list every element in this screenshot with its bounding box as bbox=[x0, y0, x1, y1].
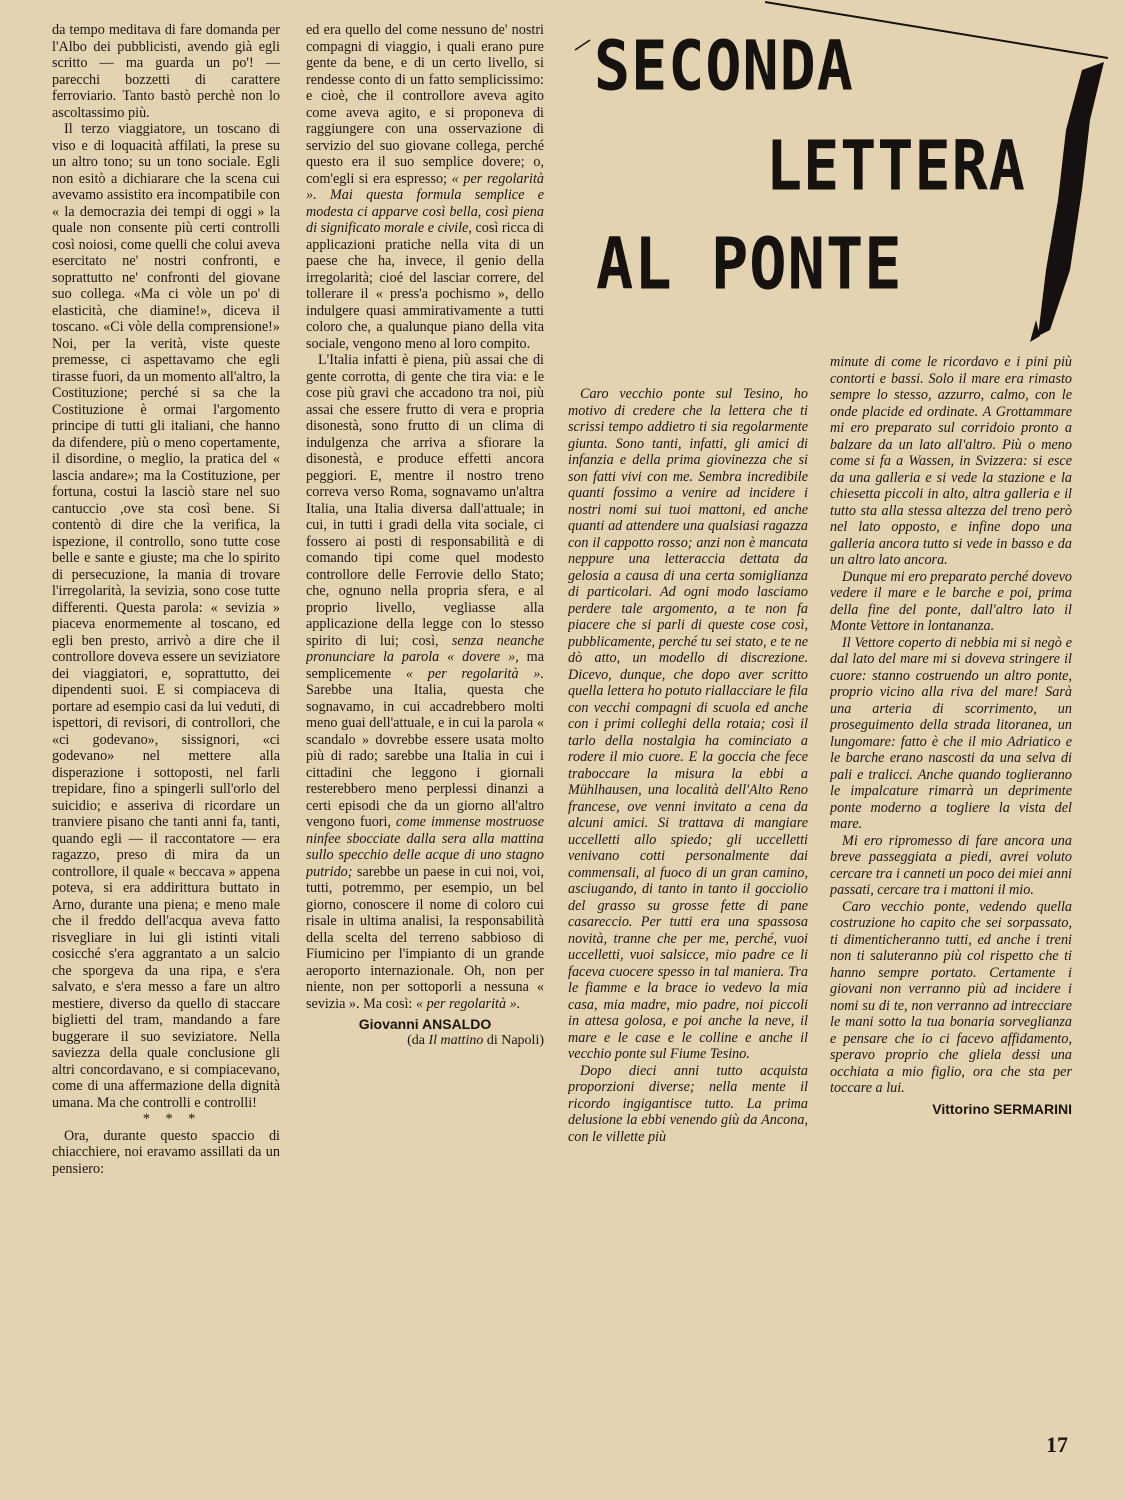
text-run-italic: senza neanche pronunciare la parola « dovere », bbox=[306, 632, 544, 665]
article1-column1 bbox=[52, 22, 280, 1417]
paragraph: Caro vecchio ponte sul Tesino, ho motivo di credere che la lettera che ti scrissi tempo addietro ti sia regolarmente giunta. Sono tanti, infatti, gli amici di infanzia e della prima giovinezza che si son fatti vivi con me. Sembra incredibile quanti fossimo a venire ad incidere i nostri nomi sui tuoi mattoni, ed anche quanti ad attendere una qualsiasi ragazza con il cappotto rosso; anzi non è mancata neppure una letteraccia dettata da gelosia a causa di una certa somiglianza di particolari. Ad ogni modo lasciamo perdere tale argomento, a te non fa piacere che si parli di queste cose così, pubblicamente, perché tu sei stato, e te ne dò atto, un modello di discrezione. Dicevo, dunque, che dopo aver scritto quella lettera ho potuto riallacciare le fila con vecchi compagni di scuola ed anche con i primi colleghi della rotaia; così il tarlo della nostalgia ha cominciato a rodere il mio cuore. E la goccia che fece traboccare la misura la ebbi a Mühlhausen, una località dell'Alto Reno francese, ove venni invitato a cena da alcuni amici. Si trattava di mangiare uccelletti allo spiedo; gli uccelletti venivano cotti personalmente dai commensali, al fuoco di un gran camino, asciugando, di tanto in tanto il gocciolio del grasso su grosse fette di pane casareccio. Per tutti era una spassosa novità, tranne che per me, perché, vuoi uccelletti, vuoi salsicce, mio padre ce li faceva cuocere spesso in tal maniera. Tra le fiamme e la brace io vedevo la mia casa, mia madre, mio padre, noi piccoli in attesa golosa, e poi anche la neve, il mare e le case e le colline e anche il vecchio ponte sul Fiume Tesino. bbox=[568, 386, 808, 1062]
text-run: così ricca di applicazioni pratiche nella vita di un paese che ha, invece, il genio della irregolarità; cioé del lasciar correre, del tollerare il « press'a pochismo », dello indulgere quasi ammirativamente a tutti coloro che, a qualunque piano della vita sociale, vengono meno al loro compito. bbox=[306, 220, 544, 352]
text-run-italic: Mai questa formula semplice e modesta ci apparve così bella, così piena di significato morale e civile, bbox=[306, 187, 544, 236]
article-source bbox=[306, 1033, 544, 1050]
title-line-al-ponte: AL PONTE bbox=[596, 222, 903, 306]
author-signature: Vittorino SERMARINI bbox=[932, 1100, 1072, 1117]
article2-column1 bbox=[568, 386, 808, 1398]
page-number: 17 bbox=[1046, 1432, 1068, 1457]
article1-column2 bbox=[306, 22, 544, 1417]
text-run-italic: « per regolarità ». bbox=[415, 995, 521, 1012]
paragraph: minute di come le ricordavo e i pini più contorti e bassi. Solo il mare era rimasto sempre lo stesso, azzurro, calmo, con le onde placide ed ordinate. A Grottammare mi ero preparato sul corridoio pronto a balzare da un lato all'altro. Più o meno come si fa a Wassen, in Svizzera: si esce da una galleria e si vede la stazione e la chiesetta piccoli in alto, altra galleria e il tutto sta alla stessa altezza del treno però nel lato opposto, e infine dopo una galleria ancora tutto si vede in basso e da un altro lato ancora. bbox=[830, 354, 1072, 568]
paragraph: Ora, durante questo spaccio di chiacchiere, noi eravamo assillati da un pensiero: bbox=[52, 1127, 280, 1177]
paragraph: Il Vettore coperto di nebbia mi si negò e dal lato del mare mi si doveva stringere il cuore: stanno costruendo un altro ponte, proprio vicino alla riva del mare! Sarà una arteria di scorrimento, un proseguimento della strada litoranea, un lungomare: fatto è che il mio Adriatico e le barche erano nascosti da una selva di pali e tralicci. Anche quando toglieranno le impalcature rimarrà un deprimente ponte moderno a togliere la vista del mare. bbox=[830, 634, 1072, 832]
article2-column2 bbox=[830, 354, 1072, 1406]
text-run-italic: « per regolarità ». bbox=[405, 665, 544, 682]
source-prefix: (da bbox=[407, 1032, 429, 1048]
title-line-lettera: LETTERA bbox=[766, 126, 1026, 207]
text-run: L'Italia infatti è piena, più assai che di gente corrotta, di gente che tira via: e le cose più gravi che accadono tra noi, più assai che essere frutto di vera e propria disonestà, sono frutto di un clima di indulgenza che arriva a sfiorare la disonestà, e produce effetti ancora peggiori. E, mentre il nostro treno correva verso Roma, sognavamo un'altra Italia, una Italia diversa dall'attuale; in cui, in tutti i gradi della vita sociale, ci fossero ai posti di responsabilità e di comando tipi come quel modesto controllore delle Ferrovie dello Stato; che, ognuno nella propria sfera, e al proprio livello, vegliasse alla applicazione della legge con lo stesso spirito di lui; così, bbox=[306, 352, 544, 649]
text-run: sarebbe un paese in cui noi, voi, tutti, potremmo, per esempio, un bel giorno, conoscere il nome di coloro cui risale in ultima analisi, la responsabilità della scelta del terreno sabbioso di Fiumicino per l'impianto di un grande aeroporto internazionale. Oh, non per niente, non per sottoporli a nessuna « sevizia ». Ma così: bbox=[306, 863, 544, 1012]
source-suffix: di Napoli) bbox=[483, 1032, 544, 1048]
paragraph: Mi ero ripromesso di fare ancora una breve passeggiata a piedi, avrei voluto cercare tra i canneti un poco dei miei anni passati, cercare tra i mattoni il mio. bbox=[830, 832, 1072, 898]
text-run: ma semplicemente bbox=[306, 649, 544, 682]
paragraph: Dopo dieci anni tutto acquista proporzioni diverse; nella mente il ricordo ingigantisce tutto. La prima delusione la ebbi venendo giù da Ancona, con le villette più bbox=[568, 1062, 808, 1145]
brush-stroke bbox=[1038, 62, 1104, 336]
section-separator: * * * bbox=[142, 1111, 202, 1127]
text-run: ed era quello del come nessuno de' nostri compagni di viaggio, i quali erano pure gente da bene, e di un certo livello, si rendesse conto di un fatto semplicissimo: e cioè, che il controllore aveva agito come aveva agito, e si proponeva di raggiungere con una osservazione di servizio del suo giovane collega, perché questo era il suo semplice dovere; o, com'egli si era espresso; bbox=[306, 22, 544, 187]
paragraph: Dunque mi ero preparato perché dovevo vedere il mare e le barche e poi, prima della fine del ponte, dall'altro lato il Monte Vettore in lontananza. bbox=[830, 568, 1072, 634]
source-paper: Il mattino bbox=[428, 1032, 484, 1048]
paragraph: da tempo meditava di fare domanda per l'Albo dei pubblicisti, avendo già egli scritto — ma guarda un po'! — parecchi bozzetti di carattere ferroviario. Tanto bastò perchè non lo ascoltassimo più. bbox=[52, 22, 280, 121]
author-signature: Giovanni ANSALDO bbox=[358, 1016, 492, 1032]
paragraph: Caro vecchio ponte, vedendo quella costruzione ho capito che sei sorpassato, ti dimenticheranno tutti, ed anche i treni non ti saluteranno più col rispetto che ti hanno sempre portato. Certamente i giovani non verranno più ad incidere i nomi su di te, non verranno ad intrecciare le mani sotto la tua bonaria sorveglianza e pensare che io ci facevo affidamento, speravo proprio che gliela dessi una occhiata a mio figlio, ora che sta per toccare a lui. bbox=[830, 898, 1072, 1096]
text-run: Sarebbe una Italia, questa che sognavamo, in cui accadrebbero molti meno guai dell'attuale, e in cui la parola « scandalo » dovrebbe essere usata molto più di rado; sarebbe una Italia in cui i cittadini che leggono i giornali resterebbero meno perplessi dinanzi a certi episodi che da un giorno all'altro vengono fuori, bbox=[306, 682, 544, 830]
text-run-italic: « per regolarità ». bbox=[306, 170, 544, 203]
paragraph: Il terzo viaggiatore, un toscano di viso e di loquacità affilati, la prese su un altro tono; su un tono sociale. Egli non esitò a dichiarare che la scena cui avevamo assistito era incompatibile con « la democrazia dei tempi di oggi » la quale non consente più certi controlli così noiosi, come quelli che colui aveva esercitato ne' nostri confronti, e soprattutto ne' confronti del giovane suo collega. «Ma ci vòle un po' di elasticità, che diamine!», diceva il toscano. «Ci vòle della comprensione!» Noi, per la verità, viste queste premesse, ci aspettavamo che egli tirasse fuori, da un momento all'altro, la Costituzione; perché si sa che la Costituzione è ormai l'argomento principe di tutti gli italiani, che hanno da difendere, più o meno copertamente, il disordine, o meglio, la pratica del « lascia andare»; ma la Costituzione, per fortuna, costui la lasciò stare nel suo cantuccio ,ove sta così bene. Si contentò di dire che la verifica, la ispezione, il controllo, sono tutte cose belle e sante e giuste; ma che lo spirito di persecuzione, la mania di trovare l'irregolarità, la sevizia, sono cose tutte differenti. Questa parola: « sevizia » piaceva enormemente al toscano, ed egli ben presto, arrivò a dire che il controllore doveva essere un seviziatore dei viaggiatori, e, soprattutto, dei dipendenti suoi. E si compiaceva di portare ad esempio casi da lui veduti, di ispettori, di revisori, di controllori, che «ci godevano», sissignori, «ci godevano» nel mettere alla disperazione i sottoposti, nel farli trepidare, fino a spingerli sull'orlo del suicidio; e asseriva di ricordare un tranviere pisano che tanti anni fa, tanti, quando egli — il raccontatore — era ragazzo, preso di mira da un controllore, il quale « beccava » appena poteva, si era addirittura buttato in Arno, durante una piena; e meno male che il freddo dell'acqua aveva fatto risvegliare in lui gli istinti vitali cosicché s'era aggrantato a un salcio che sporgeva da una ripa, e s'era salvato, e s'era messo a fare un altro mestiere, diverso da quello di staccare biglietti del tram, mandando a fare buggerare il suo seviziatore. Nella saviezza della quale conclusione gli altri concordavano, e si compiacevano, come di una affermazione della dignità umana. Ma che controlli e controlli! bbox=[52, 121, 280, 1111]
title-line-seconda: SECONDA bbox=[594, 26, 854, 107]
text-run-italic: come immense mostruose ninfee sbocciate dalla sera alla mattina sullo specchio delle acque di uno stagno putrido; bbox=[306, 814, 544, 880]
